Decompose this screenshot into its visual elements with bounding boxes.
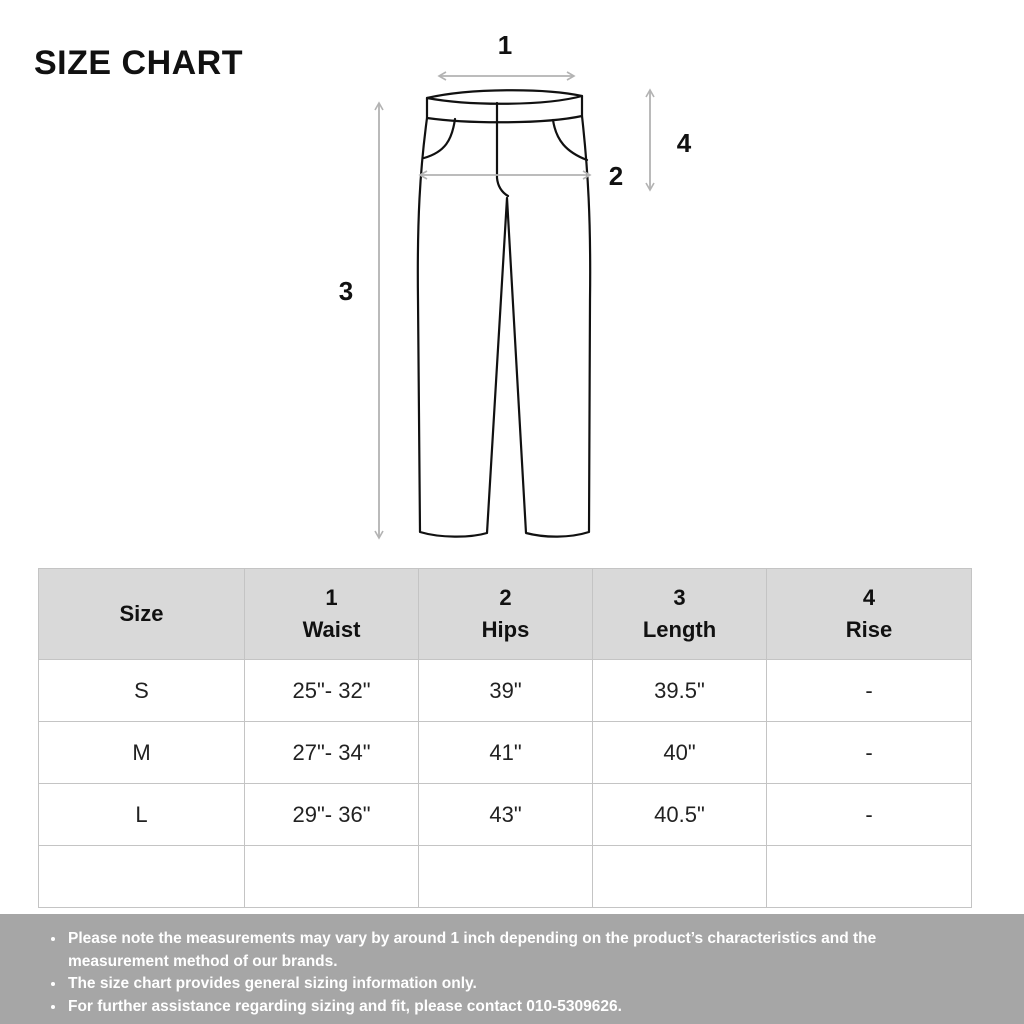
pants-icon <box>418 90 590 536</box>
header-length: 3 Length <box>593 569 767 660</box>
cell-rise: - <box>767 660 972 722</box>
cell-rise <box>767 846 972 908</box>
cell-waist: 27"- 34" <box>245 722 419 784</box>
cell-hips: 41" <box>419 722 593 784</box>
notes-list <box>48 928 964 1018</box>
table-row <box>39 722 972 784</box>
cell-hips: 39" <box>419 660 593 722</box>
cell-size: L <box>39 784 245 846</box>
note-item: • For further assistance regarding sizing and fit, please contact 010-5309626. <box>66 996 964 1019</box>
header-size: Size <box>39 569 245 660</box>
note-item: • Please note the measurements may vary by around 1 inch depending on the product’s characteristics and the measurement method of our brands. <box>66 928 964 973</box>
cell-length: 39.5" <box>593 660 767 722</box>
cell-size <box>39 846 245 908</box>
cell-waist: 25"- 32" <box>245 660 419 722</box>
size-table <box>38 568 972 908</box>
note-item: • The size chart provides general sizing information only. <box>66 973 964 996</box>
cell-hips <box>419 846 593 908</box>
cell-waist: 29"- 36" <box>245 784 419 846</box>
cell-length: 40" <box>593 722 767 784</box>
header-rise: 4 Rise <box>767 569 972 660</box>
cell-size: S <box>39 660 245 722</box>
cell-rise: - <box>767 784 972 846</box>
header-waist: 1 Waist <box>245 569 419 660</box>
cell-size: M <box>39 722 245 784</box>
cell-rise: - <box>767 722 972 784</box>
cell-length <box>593 846 767 908</box>
page-title: SIZE CHART <box>34 44 243 82</box>
table-row <box>39 784 972 846</box>
table-header-row <box>39 569 972 660</box>
notes-panel <box>0 914 1024 1024</box>
cell-length: 40.5" <box>593 784 767 846</box>
hips-label: 2 <box>608 161 624 191</box>
rise-label: 4 <box>676 128 692 158</box>
cell-hips: 43" <box>419 784 593 846</box>
table-row-empty <box>39 846 972 908</box>
table-row <box>39 660 972 722</box>
header-hips: 2 Hips <box>419 569 593 660</box>
waist-label: 1 <box>497 30 513 60</box>
length-label: 3 <box>338 276 354 306</box>
cell-waist <box>245 846 419 908</box>
